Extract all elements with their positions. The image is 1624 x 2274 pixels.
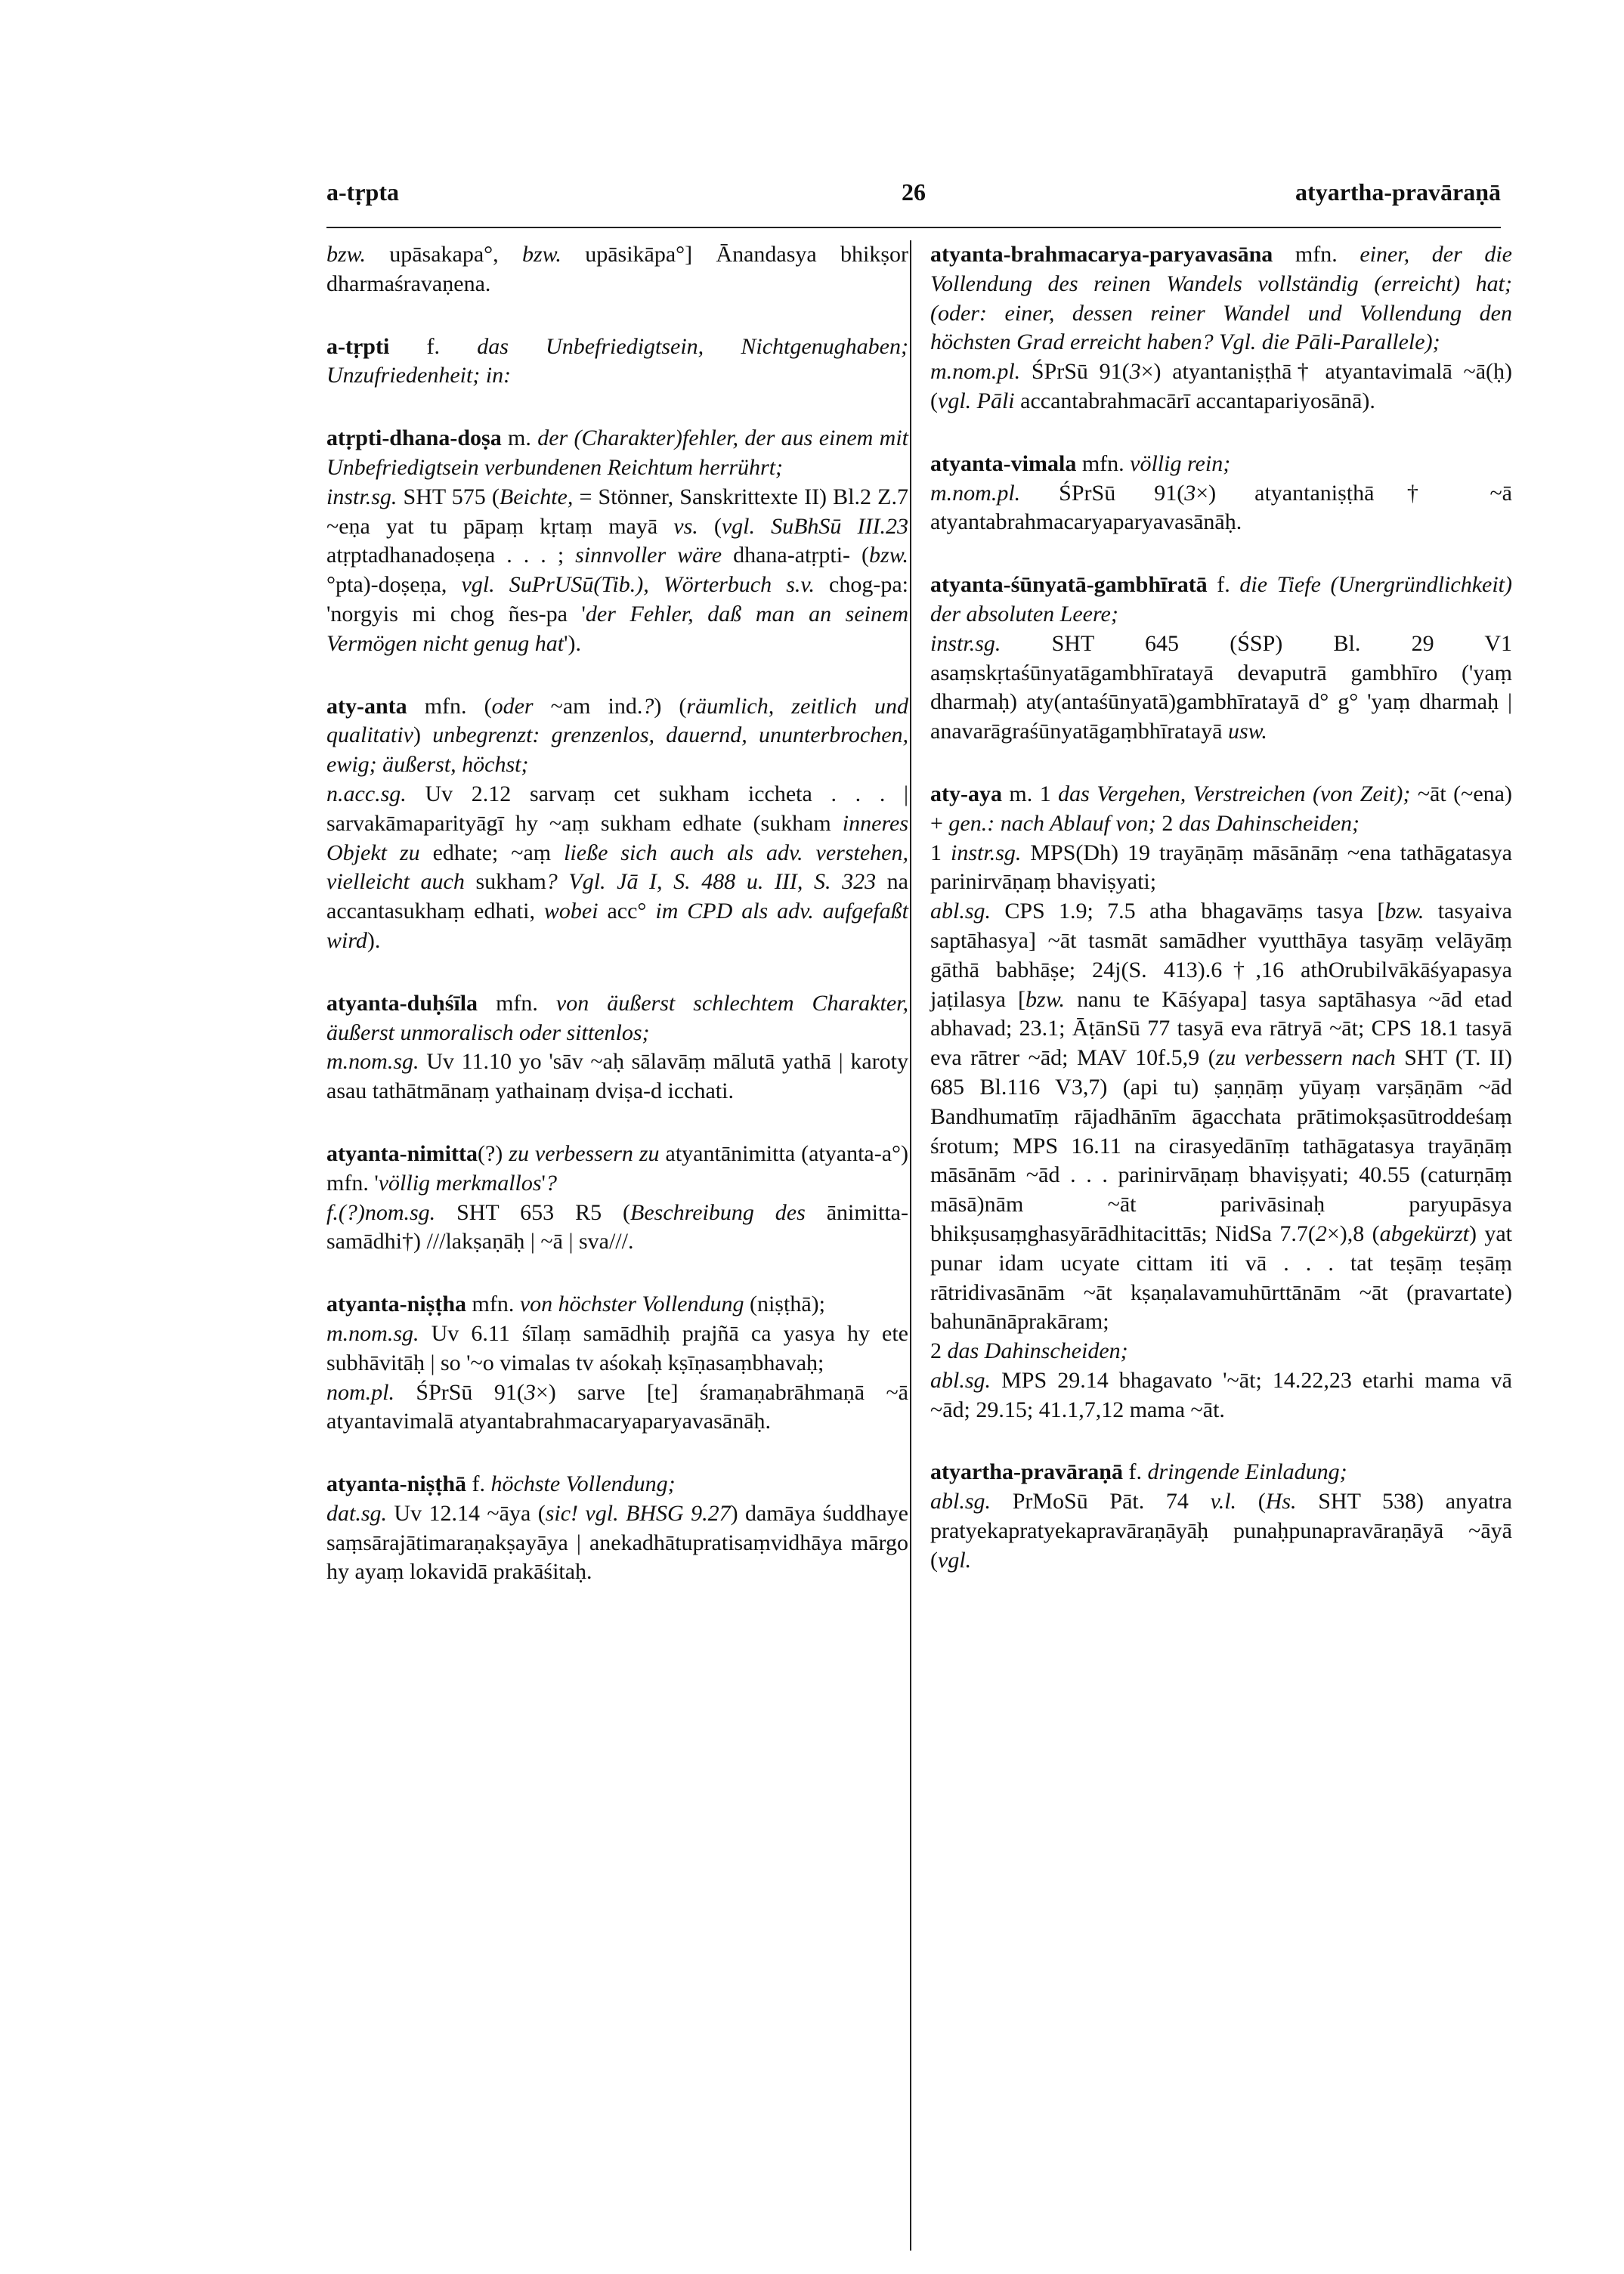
text-run: (?)	[477, 1140, 509, 1166]
header-rule	[326, 227, 1501, 228]
italic-text: Hs.	[1265, 1489, 1297, 1514]
italic-text: abgekürzt	[1379, 1221, 1469, 1246]
italic-text: usw.	[1227, 719, 1267, 744]
entry-head	[326, 424, 908, 483]
text-run: (niṣṭhā);	[744, 1292, 825, 1317]
text-run: mfn.	[1273, 242, 1360, 267]
italic-text: ? Vgl. Jā I, S. 488 u. III, S. 323	[546, 869, 877, 895]
dictionary-entry	[326, 240, 908, 299]
italic-text: 3	[1184, 480, 1196, 506]
text-run: acc°	[598, 899, 656, 924]
entry-head	[326, 1290, 908, 1320]
italic-text: m.nom.sg.	[326, 1049, 419, 1075]
entry-head	[326, 1470, 908, 1499]
italic-text: Beschreibung des	[630, 1199, 806, 1225]
entry-citation	[930, 479, 1512, 538]
italic-text: dringende Einladung;	[1147, 1459, 1347, 1485]
text-run: ×) sarve [te] śramaṇabrāhmaṇā ~ā atyantavimalā atyantabrahmacaryaparyavasānāḥ.	[326, 1379, 908, 1434]
entry-citation	[930, 1337, 1512, 1366]
text-run: upāsakapa°,	[365, 242, 522, 267]
text-run: °pta)-doṣeṇa,	[326, 572, 462, 598]
entry-citation	[930, 1487, 1512, 1575]
text-run: SHT 538) anyatra pratyekapratyekapravāraṇāyāḥ punaḥpunapravāraṇāyā ~āyā (	[930, 1489, 1512, 1573]
text-run: SHT 653 R5 (	[435, 1199, 630, 1225]
italic-text: das Dahinscheiden;	[1178, 810, 1360, 836]
text-run: mfn.	[478, 990, 556, 1016]
text-run: f.	[1122, 1459, 1148, 1485]
text-run: mfn. (	[407, 693, 492, 719]
entry-head	[930, 240, 1512, 357]
italic-text: der Fehler, daß man an seinem Vermögen nicht genug hat	[326, 601, 908, 656]
italic-text: räumlich, zeitlich und qualitativ	[326, 693, 908, 748]
text-run: ŚPrSū 91(	[1020, 480, 1185, 506]
text-run: SHT (T. II) 685 Bl.116 V3,7) (api tu) ṣaṇṇāṃ yūyaṃ varṣāṇām ~ād Bandhumatīṃ rājadhānīm āgacchata prātimokṣasūtroddeśaṃ śrotum; MPS 16.11 na cirasyedānīṃ tathāgatasya trayāṇāṃ māsānām ~ād . . . parinirvāṇaṃ bhaviṣyati; 40.55 (caturṇāṃ māsā)nām ~āt parivāsinaḥ paryupāsya bhikṣusaṃghasyārādhitacittās; NidSa 7.7(	[930, 1045, 1512, 1246]
text-run: MPS 29.14 bhagavato '~āt; 14.22,23 etarhi mama vā ~ād; 29.15; 41.1,7,12 mama ~āt.	[930, 1367, 1512, 1422]
headword: aty-aya	[930, 781, 1002, 806]
italic-text: m.nom.pl.	[930, 359, 1021, 385]
right-guideword: atyartha-pravāraṇā	[1295, 178, 1501, 206]
text-run: chog-pa: 'norgyis mi chog ñes-pa '	[326, 572, 908, 627]
entry-citation	[930, 839, 1512, 898]
text-run: SHT 575 (	[397, 484, 500, 509]
entry-citation	[930, 630, 1512, 747]
headword: aty-anta	[326, 693, 407, 719]
text-run: CPS 1.9; 7.5 atha bhagavāṃs tasya [	[991, 899, 1385, 924]
text-run: ').	[564, 630, 582, 656]
italic-text: dat.sg.	[326, 1500, 388, 1526]
italic-text: ?	[642, 693, 654, 719]
entry-head	[326, 692, 908, 780]
entry-head	[930, 450, 1512, 479]
text-run: )	[413, 722, 433, 748]
italic-text: das Vergehen, Verstreichen (von Zeit);	[1058, 781, 1411, 806]
dictionary-entry	[326, 1290, 908, 1437]
dictionary-entry	[930, 450, 1512, 537]
headword: atyanta-nimitta	[326, 1140, 478, 1166]
italic-text: vgl. Pāli	[938, 388, 1015, 413]
left-guideword: a-tṛpta	[326, 178, 399, 206]
dictionary-entry	[930, 1458, 1512, 1575]
dictionary-entry	[326, 989, 908, 1106]
italic-text: instr.sg.	[930, 630, 1001, 656]
italic-text: Beichte,	[499, 484, 574, 509]
entry-citation	[326, 1499, 908, 1587]
text-run: ) (	[654, 693, 687, 719]
text-run: ×) atyantaniṣṭhā† ~ā atyantabrahmacaryaparyavasānāḥ.	[930, 480, 1512, 535]
text-run: ~āt (~ena) +	[930, 781, 1512, 836]
italic-text: gen.: nach Ablauf von;	[948, 810, 1156, 836]
text-run: ).	[367, 927, 381, 953]
dictionary-entry	[930, 571, 1512, 747]
italic-text: bzw.	[1025, 986, 1066, 1012]
entry-citation	[326, 780, 908, 956]
text-run: 2	[930, 1338, 948, 1364]
text-run: atyantānimitta (atyanta-a°) mfn. '	[326, 1140, 909, 1196]
entry-head	[326, 333, 908, 391]
italic-text: von höchster Vollendung	[519, 1292, 744, 1317]
dictionary-entry	[930, 780, 1512, 1425]
italic-text: 3	[1129, 359, 1141, 385]
text-run: na accantasukhaṃ edhati,	[326, 869, 908, 924]
italic-text: bzw.	[1384, 899, 1424, 924]
text-run: ×) atyantaniṣṭhā† atyantavimalā ~ā(ḥ) (	[930, 359, 1512, 413]
column-divider	[910, 240, 911, 2251]
text-run: ~am ind.	[533, 693, 643, 719]
left-column	[326, 240, 908, 1620]
text-run: MPS(Dh) 19 trayāṇāṃ māsānāṃ ~ena tathāgatasya parinirvāṇaṃ bhaviṣyati;	[930, 840, 1512, 895]
italic-text: höchste Vollendung;	[490, 1471, 676, 1497]
text-run: m.	[501, 425, 538, 451]
entry-citation	[326, 1320, 908, 1378]
text-run: 1	[930, 840, 951, 865]
italic-text: v.l.	[1210, 1489, 1237, 1514]
entry-head	[930, 1458, 1512, 1487]
italic-text: der (Charakter)fehler, der aus einem mit Unbefriedigtsein verbundenen Reichtum herrührt;	[326, 425, 908, 480]
text-run: (	[1236, 1489, 1266, 1514]
entry-citation	[326, 1378, 908, 1437]
text-run: ) yat punar idam ucyate cittam iti vā . . . tat teṣāṃ teṣāṃ rātridivasānām ~āt kṣaṇalavamuhūrttānām ~āt (pravartate) bahunānāprakāram;	[930, 1221, 1512, 1335]
headword: atyartha-pravāraṇā	[930, 1459, 1123, 1485]
italic-text: inneres Objekt zu	[326, 810, 908, 865]
italic-text: abl.sg.	[930, 1367, 991, 1393]
italic-text: im CPD als adv. aufgefaßt wird	[326, 899, 908, 953]
italic-text: vgl.	[938, 1547, 972, 1573]
text-run: nanu te Kāśyapa] tasya saptāhasya ~ād etad abhavad; 23.1; ĀṭānSū 77 tasyā eva rātryā ~āt; CPS 18.1 tasyā eva rātrer ~ād; MAV 10f.5,9 (	[930, 986, 1512, 1071]
entry-citation	[326, 483, 908, 659]
headword: atyanta-śūnyatā-gambhīratā	[930, 572, 1208, 598]
page-number: 26	[902, 178, 926, 206]
headword: atyanta-niṣṭha	[326, 1292, 467, 1317]
entry-head	[930, 571, 1512, 630]
headword: atyanta-vimala	[930, 450, 1077, 476]
headword: atyanta-brahmacarya-paryavasāna	[930, 242, 1273, 267]
entry-head	[326, 1140, 908, 1199]
entry-citation	[326, 1047, 908, 1106]
italic-text: oder	[491, 693, 534, 719]
italic-text: vgl. SuPrUSū(Tib.), Wörterbuch s.v.	[461, 572, 815, 598]
text-run: ānimitta-samādhi†) ///lakṣaṇāḥ | ~ā | sva///.	[326, 1199, 908, 1255]
headword: a-tṛpti	[326, 333, 390, 359]
dictionary-entry	[326, 424, 908, 658]
italic-text: zu verbessern zu	[509, 1140, 660, 1166]
text-run: m. 1	[1001, 781, 1059, 806]
dictionary-entry	[326, 1470, 908, 1587]
italic-text: f.(?)nom.sg.	[326, 1199, 436, 1225]
text-run: sukham	[464, 869, 546, 895]
text-run: f.	[389, 333, 478, 359]
italic-text: wobei	[543, 899, 599, 924]
entry-citation	[930, 1366, 1512, 1425]
italic-text: völlig merkmallos	[378, 1170, 542, 1196]
headword: atyanta-duḥśīla	[326, 990, 478, 1016]
italic-text: das Unbefriedigtsein, Nichtgenughaben; Unzufriedenheit; in:	[326, 333, 908, 388]
text-run: Uv 12.14 ~āya (	[387, 1500, 546, 1526]
italic-text: bzw.	[869, 543, 909, 568]
entry-head	[930, 780, 1512, 839]
text-run: ŚPrSū 91(	[1020, 359, 1130, 385]
text-run: dhana-atṛpti- (	[722, 543, 870, 568]
headword: atṛpti-dhana-doṣa	[326, 425, 502, 451]
italic-text: völlig rein;	[1130, 450, 1231, 476]
dictionary-entry	[326, 692, 908, 956]
italic-text: ließe sich auch als adv. verstehen, vielleicht auch	[326, 840, 908, 895]
entry-citation	[326, 1199, 908, 1258]
dictionary-entry	[930, 240, 1512, 416]
text-run: Uv 11.10 yo 'sāv ~aḥ sālavāṃ mālutā yathā | karoty asau tathātmānaṃ yathainaṃ dviṣa-d icchati.	[326, 1049, 908, 1104]
italic-text: n.acc.sg.	[326, 781, 407, 806]
text-run: edhate; ~aṃ	[419, 840, 565, 865]
italic-text: m.nom.pl.	[930, 480, 1021, 506]
italic-text: abl.sg.	[930, 1489, 991, 1514]
entry-head	[326, 989, 908, 1048]
text-run: 2	[1155, 810, 1179, 836]
italic-text: vgl. SuBhSū III.23	[721, 513, 908, 539]
headword: atyanta-niṣṭhā	[326, 1471, 467, 1497]
text-run: mfn.	[466, 1292, 520, 1317]
italic-text: von äußerst schlechtem Charakter, äußerst unmoralisch oder sittenlos;	[326, 990, 909, 1045]
italic-text: abl.sg.	[930, 899, 991, 924]
italic-text: unbegrenzt: grenzenlos, dauernd, ununterbrochen, ewig; äußerst, höchst;	[326, 722, 909, 778]
text-run: (	[698, 513, 722, 539]
right-column	[930, 240, 1512, 1609]
italic-text: 3	[524, 1379, 536, 1405]
text-run: f.	[466, 1471, 491, 1497]
text-run: ×),8 (	[1326, 1221, 1380, 1246]
italic-text: die Tiefe (Unergründlichkeit) der absoluten Leere;	[930, 572, 1512, 627]
text-run: tasyaiva saptāhasya] ~āt tasmāt samādher vyutthāya tasyāṃ velāyāṃ gāthā babhāṣe; 24j(S. 413).6†,16 athOrubilvākāśyapasya jaṭilasya [	[930, 899, 1512, 1012]
text-run: accantabrahmacārī accantapariyosānā).	[1014, 388, 1375, 413]
italic-text: instr.sg.	[326, 484, 397, 509]
text-run: mfn.	[1076, 450, 1131, 476]
italic-text: ?	[545, 1170, 557, 1196]
italic-text: 2	[1315, 1221, 1327, 1246]
text-run: SHT 645 (ŚSP) Bl. 29 V1 asaṃskṛtaśūnyatāgambhīratayā devaputrā gambhīro ('yaṃ dharmaḥ) aty(antaśūnyatā)gambhīratayā d° g° 'yaṃ dharmaḥ | anavarāgraśūnyatāgaṃbhīratayā	[930, 630, 1512, 744]
italic-text: vs.	[673, 513, 698, 539]
text-run: = Stönner, Sanskrittexte II) Bl.2 Z.7 ~eṇa yat tu pāpaṃ kṛtaṃ mayā	[326, 484, 908, 539]
dictionary-entry	[326, 333, 908, 391]
italic-text: einer, der die Vollendung des reinen Wandels vollständig (erreicht) hat; (oder: einer, dessen reiner Wandel und Vollendung den höchsten Grad erreicht haben? Vgl. die Pāli-Parallele);	[930, 242, 1512, 355]
italic-text: nom.pl.	[326, 1379, 394, 1405]
italic-text: sic! vgl. BHSG 9.27	[545, 1500, 731, 1526]
italic-text: bzw.	[521, 242, 561, 267]
italic-text: das Dahinscheiden;	[947, 1338, 1128, 1364]
italic-text: instr.sg.	[951, 840, 1022, 865]
text-run: ) damāya śuddhaye saṃsārajātimaraṇakṣayāya | anekadhātupratisaṃvidhāya mārgo hy ayaṃ lokavidā prakāśitaḥ.	[326, 1500, 908, 1585]
italic-text: m.nom.sg.	[326, 1320, 419, 1346]
text-run: '	[541, 1170, 546, 1196]
italic-text: bzw.	[326, 242, 366, 267]
italic-text: zu verbessern nach	[1215, 1045, 1396, 1071]
entry-citation	[930, 357, 1512, 416]
text-run: upāsikāpa°] Ānandasya bhikṣor dharmaśravaṇena.	[326, 242, 909, 296]
entry-head	[326, 240, 908, 299]
text-run: atṛptadhanadoṣeṇa . . . ;	[326, 543, 576, 568]
text-run: Uv 6.11 śīlaṃ samādhiḥ prajñā ca yasya hy ete subhāvitāḥ | so '~o vimalas tv aśokaḥ kṣīṇasaṃbhavaḥ;	[326, 1320, 908, 1375]
text-run: ŚPrSū 91(	[394, 1379, 524, 1405]
dictionary-entry	[326, 1140, 908, 1257]
italic-text: sinnvoller wäre	[575, 543, 722, 568]
text-run: f.	[1207, 572, 1240, 598]
page-header	[326, 178, 1501, 221]
text-run: Uv 2.12 sarvaṃ cet sukham iccheta . . . | sarvakāmaparityāgī hy ~aṃ sukham edhate (sukham	[326, 781, 908, 836]
text-run: PrMoSū Pāt. 74	[991, 1489, 1211, 1514]
entry-citation	[930, 897, 1512, 1337]
